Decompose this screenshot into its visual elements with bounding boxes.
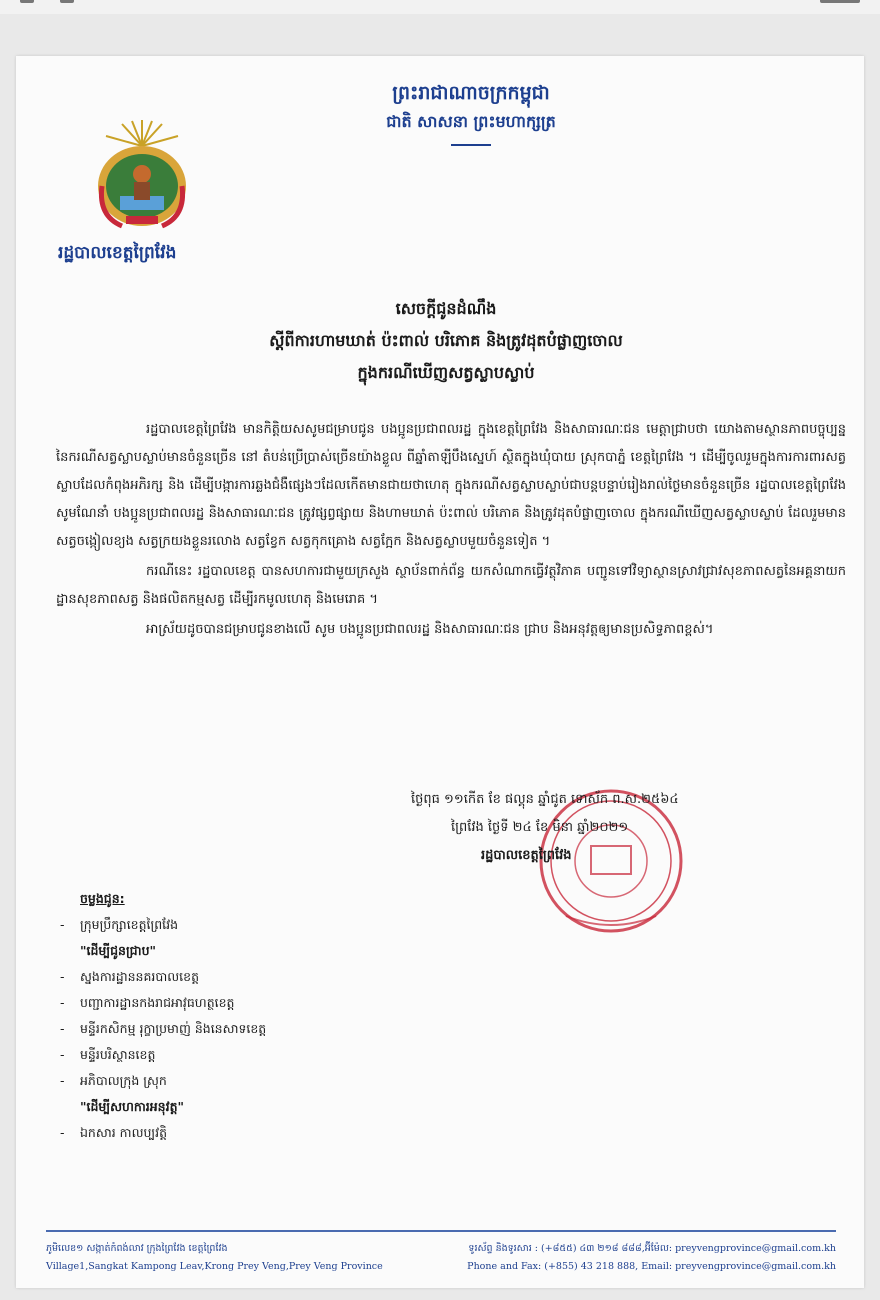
title-line-1: សេចក្តីជូនដំណឹង xyxy=(395,299,497,318)
list-item: - មន្ទីរបរិស្ថានខេត្ត xyxy=(60,1047,156,1062)
list-item: - ឯកសារ កាលប្បវត្តិ xyxy=(60,1125,168,1140)
lunar-date: ថ្ងៃពុធ ១១កើត ខែ ផល្គុន ឆ្នាំជូត ទោស័ក ព.ស.២៥៦៤ xyxy=(411,792,679,807)
footer-divider xyxy=(46,1230,836,1232)
list-item: - មន្ទីរកសិកម្ម រុក្ខាប្រមាញ់ និងនេសាទខេត្ត xyxy=(60,1021,267,1036)
status-icon xyxy=(60,0,74,3)
list-item: - ស្នងការដ្ឋាននគរបាលខេត្ត xyxy=(60,969,200,984)
list-item-note: "ដើម្បីជូនជ្រាប" xyxy=(80,943,157,958)
letterhead-footer xyxy=(46,1240,836,1280)
address-english: Village1,Sangkat Kampong Leav,Krong Prey Veng,Prey Veng Province xyxy=(46,1261,383,1272)
recipients-heading: ចម្លងជូន: xyxy=(80,891,125,906)
title-line-2: ស្តីពីការហាមឃាត់ ប៉ះពាល់ បរិភោគ និងត្រូវដុតបំផ្លាញចោល xyxy=(269,331,623,350)
kingdom-title: ព្រះរាជាណាចក្រកម្ពុជា xyxy=(392,82,550,104)
document-body xyxy=(56,416,846,644)
ornament-divider xyxy=(451,144,491,146)
contact-khmer: ទូរស័ព្ទ និងទូរសារ : (+៨៥៥) ៤៣ ២១៨ ៨៨៨,អ៊ីម៉ែល: preyvengprovince@gmail.com.kh xyxy=(468,1243,836,1254)
solar-date: ព្រៃវែង ថ្ងៃទី ២៤ ខែ មិនា ឆ្នាំ២០២១ xyxy=(451,820,629,835)
title-line-3: ក្នុងករណីឃើញសត្វស្លាបស្លាប់ xyxy=(357,363,535,382)
body-paragraph-1: រដ្ឋបាលខេត្តព្រៃវែង មានកិត្តិយសសូមជម្រាបជូន បងប្អូនប្រជាពលរដ្ឋ ក្នុងខេត្តព្រៃវែង និងសាធារណៈជន មេត្តាជ្រាបថា យោងតាមស្ថានភាពបច្ចុប្បន្ន នៃករណីសត្វស្លាបស្លាប់មានចំនួនច្រើន នៅ តំបន់ប្រើប្រាស់ច្រើនយ៉ាងខ្លួល ពីឆ្នាំតាឡីបឹងស្នេហ៍ ស្ថិតក្នុងឃុំបាយ ស្រុកបាភ្នំ ខេត្តព្រៃវែង ។ ដើម្បីចូលរួមក្នុងការការពារសត្វស្លាបដែលកំពុងអភិរក្ស និង ដើម្បីបង្ការការឆ្លងជំងឺផ្សេងៗដែលកើតមានជាយថាហេតុ ក្នុងករណីសត្វស្លាបស្លាប់ជាបន្តបន្ទាប់រៀងរាល់ថ្ងៃមានចំនួនច្រើន រដ្ឋបាលខេត្តព្រៃវែង សូមណែនាំ បងប្អូនប្រជាពលរដ្ឋ និងសាធារណៈជន ត្រូវផ្សព្វផ្សាយ និងហាមឃាត់ ប៉ះពាល់ បរិភោគ និងត្រូវដុតបំផ្លាញចោល ក្នុងករណីឃើញសត្វស្លាបស្លាប់ ដែលរួមមានសត្វចង្កៀលខ្យង សត្វក្រយងខ្លួនរលោង សត្វខ្វែក សត្វកុកគ្រោង សត្វក្អែក និងសត្វស្លាបមួយចំនួនទៀត ។ xyxy=(56,422,846,549)
kingdom-header xyxy=(346,80,596,146)
signatory: រដ្ឋបាលខេត្តព្រៃវែង xyxy=(481,848,572,863)
document-page xyxy=(16,56,864,1288)
contact-english: Phone and Fax: (+855) 43 218 888, Email: preyvengprovince@gmail.com.kh xyxy=(467,1261,836,1272)
status-bar xyxy=(0,0,880,14)
list-item: - បញ្ជាការដ្ឋានកងរាជអាវុធហត្ថខេត្ត xyxy=(60,995,235,1010)
status-clock xyxy=(820,0,860,3)
date-signature-block xyxy=(411,786,811,870)
status-icon xyxy=(20,0,34,3)
document-title xyxy=(136,296,756,386)
body-paragraph-2: ករណីនេះ រដ្ឋបាលខេត្ត បានសហការជាមួយក្រសួង ស្ថាប័នពាក់ព័ន្ធ យកសំណាកធ្វើវត្ថុវិភាគ បញ្ជូនទៅវិទ្យាស្ថានស្រាវជ្រាវសុខភាពសត្វនៃអគ្គនាយកដ្ឋានសុខភាពសត្វ និងផលិតកម្មសត្វ ដើម្បីរកមូលហេតុ និងមេរោគ ។ xyxy=(56,564,846,607)
body-paragraph-3: អាស្រ័យដូចបានជម្រាបជូនខាងលើ សូម បងប្អូនប្រជាពលរដ្ឋ និងសាធារណៈជន ជ្រាប និងអនុវត្តឲ្យមានប្រសិទ្ធភាពខ្ពស់។ xyxy=(146,622,714,637)
list-item-note: "ដើម្បីសហការអនុវត្ត" xyxy=(80,1099,185,1114)
address-khmer: ភូមិលេខ១ សង្កាត់កំពង់លាវ ក្រុងព្រៃវែង ខេត្តព្រៃវែង xyxy=(46,1243,228,1254)
list-item: - អភិបាលក្រុង ស្រុក xyxy=(60,1073,167,1088)
issuing-authority: រដ្ឋបាលខេត្តព្រៃវែង xyxy=(58,243,177,263)
provincial-seal-logo xyxy=(92,116,192,236)
list-item: - ក្រុមប្រឹក្សាខេត្តព្រៃវែង xyxy=(60,917,179,932)
copy-recipients xyxy=(60,886,420,1146)
kingdom-motto: ជាតិ សាសនា ព្រះមហាក្សត្រ xyxy=(386,112,556,131)
